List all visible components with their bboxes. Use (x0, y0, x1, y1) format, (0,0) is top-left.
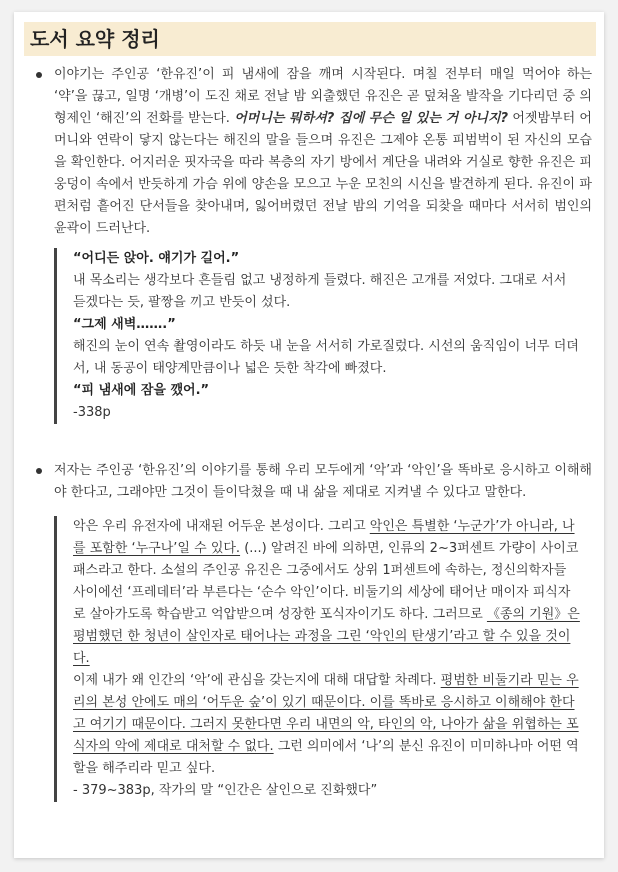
summary-card (14, 12, 604, 858)
quote-text: 악은 우리 유전자에 내재된 어두운 본성이다. 그리고 (73, 519, 370, 534)
paragraph-text: 어젯밤부터 어머니와 연락이 닿지 않는다는 해진의 말을 들으며 유진은 그제야 온통 피범벅이 된 자신의 모습을 확인한다. 어지러운 핏자국을 따라 복층의 자기 방에서 계단을 내려와 거실로 향한 유진은 피 웅덩이 속에서 반듯하게 가슴 위에 양손을 모으고 누운 모친의 시신을 발견하게 된다. 유진이 파편처럼 흩어진 단서들을 찾아내며, 잃어버렸던 전날 밤의 기억을 되찾을 때마다 서서히 범인의 윤곽이 드러난다. (54, 111, 592, 236)
quote-page-ref: -338p (73, 405, 111, 420)
page-title: 도서 요약 정리 (24, 22, 596, 56)
quote-line: “피 냄새에 잠을 깼어.” (73, 383, 210, 398)
quote-source: - 379~383p, 작가의 말 “인간은 살인으로 진화했다” (73, 783, 378, 798)
quote-line: 해진의 눈이 연속 촬영이라도 하듯 내 눈을 서서히 가로질렀다. 시선의 움직임이 너무 더뎌서, 내 동공이 태양계만큼이나 넓은 듯한 착각에 빠졌다. (73, 339, 579, 376)
quote-line: 내 목소리는 생각보다 흔들림 없고 냉정하게 들렸다. 해진은 고개를 저었다. 그대로 서서 듣겠다는 듯, 팔짱을 끼고 반듯이 섰다. (73, 273, 567, 310)
quote-text: 이제 내가 왜 인간의 ‘악’에 관심을 갖는지에 대해 대답할 차례다. (73, 673, 441, 688)
underlined-text: 《종의 기원》은 평범했던 한 청년이 살인자로 태어나는 과정을 그린 ‘악인의 탄생기’라고 할 수 있을 것이다. (73, 607, 580, 666)
quote-line: “어디든 앉아. 얘기가 길어.” (73, 251, 240, 266)
blockquote (54, 516, 592, 802)
paragraph-text: 이야기는 주인공 ‘한유진’이 피 냄새에 잠을 깨며 시작된다. 며칠 전부터 매일 먹어야 하는 ‘약’을 끊고, 일명 ‘개병’이 도진 채로 전날 밤 외출했던 유진은 곧 덮쳐올 발작을 기다리던 중 의형제인 ‘해진’의 전화를 받는다. (54, 67, 592, 126)
summary-list (14, 64, 604, 802)
underlined-text: 평범한 비둘기라 믿는 우리의 본성 안에도 매의 ‘어두운 숲’이 있기 때문이다. 이를 똑바로 응시하고 이해해야 한다고 여기기 때문이다. 그러지 못한다면 우리 내면의 악, 타인의 악, 나아가 삶을 위협하는 포식자의 악에 제대로 대처할 수 없다. (73, 673, 579, 754)
blockquote (54, 248, 592, 424)
underlined-text: 악인은 특별한 ‘누군가’가 아니라, 나를 포함한 ‘누구나’일 수 있다. (73, 519, 575, 556)
quote-text: 그런 의미에서 ‘나’의 분신 유진이 미미하나마 어떤 역할을 해주리라 믿고 싶다. (73, 739, 579, 776)
quote-paragraph (73, 516, 582, 670)
list-item (14, 64, 604, 424)
bullet-icon (36, 72, 42, 78)
list-item (14, 460, 604, 802)
summary-paragraph (54, 64, 592, 240)
quote-paragraph (73, 670, 582, 780)
emphasis-text: 어머니는 뭐하셔? 집에 무슨 일 있는 거 아니지? (234, 111, 509, 126)
quote-text: (...) 알려진 바에 의하면, 인류의 2~3퍼센트 가량이 사이코패스라고 한다. 소설의 주인공 유진은 그중에서도 상위 1퍼센트에 속하는, 정신의학자들 사이에선 ‘프레데터’라 부른다는 ‘순수 악인’이다. 비둘기의 세상에 태어난 매이자 피식자로 살아가도록 학습받고 억압받으며 성장한 포식자이기도 하다. 그러므로 (73, 541, 579, 622)
quote-line: “그제 새벽…….” (73, 317, 176, 332)
bullet-icon (36, 468, 42, 474)
summary-paragraph: 저자는 주인공 ‘한유진’의 이야기를 통해 우리 모두에게 ‘악’과 ‘악인’을 똑바로 응시하고 이해해야 한다고, 그래야만 그것이 들이닥쳤을 때 내 삶을 제대로 지켜낼 수 있다고 말한다. (54, 463, 592, 500)
